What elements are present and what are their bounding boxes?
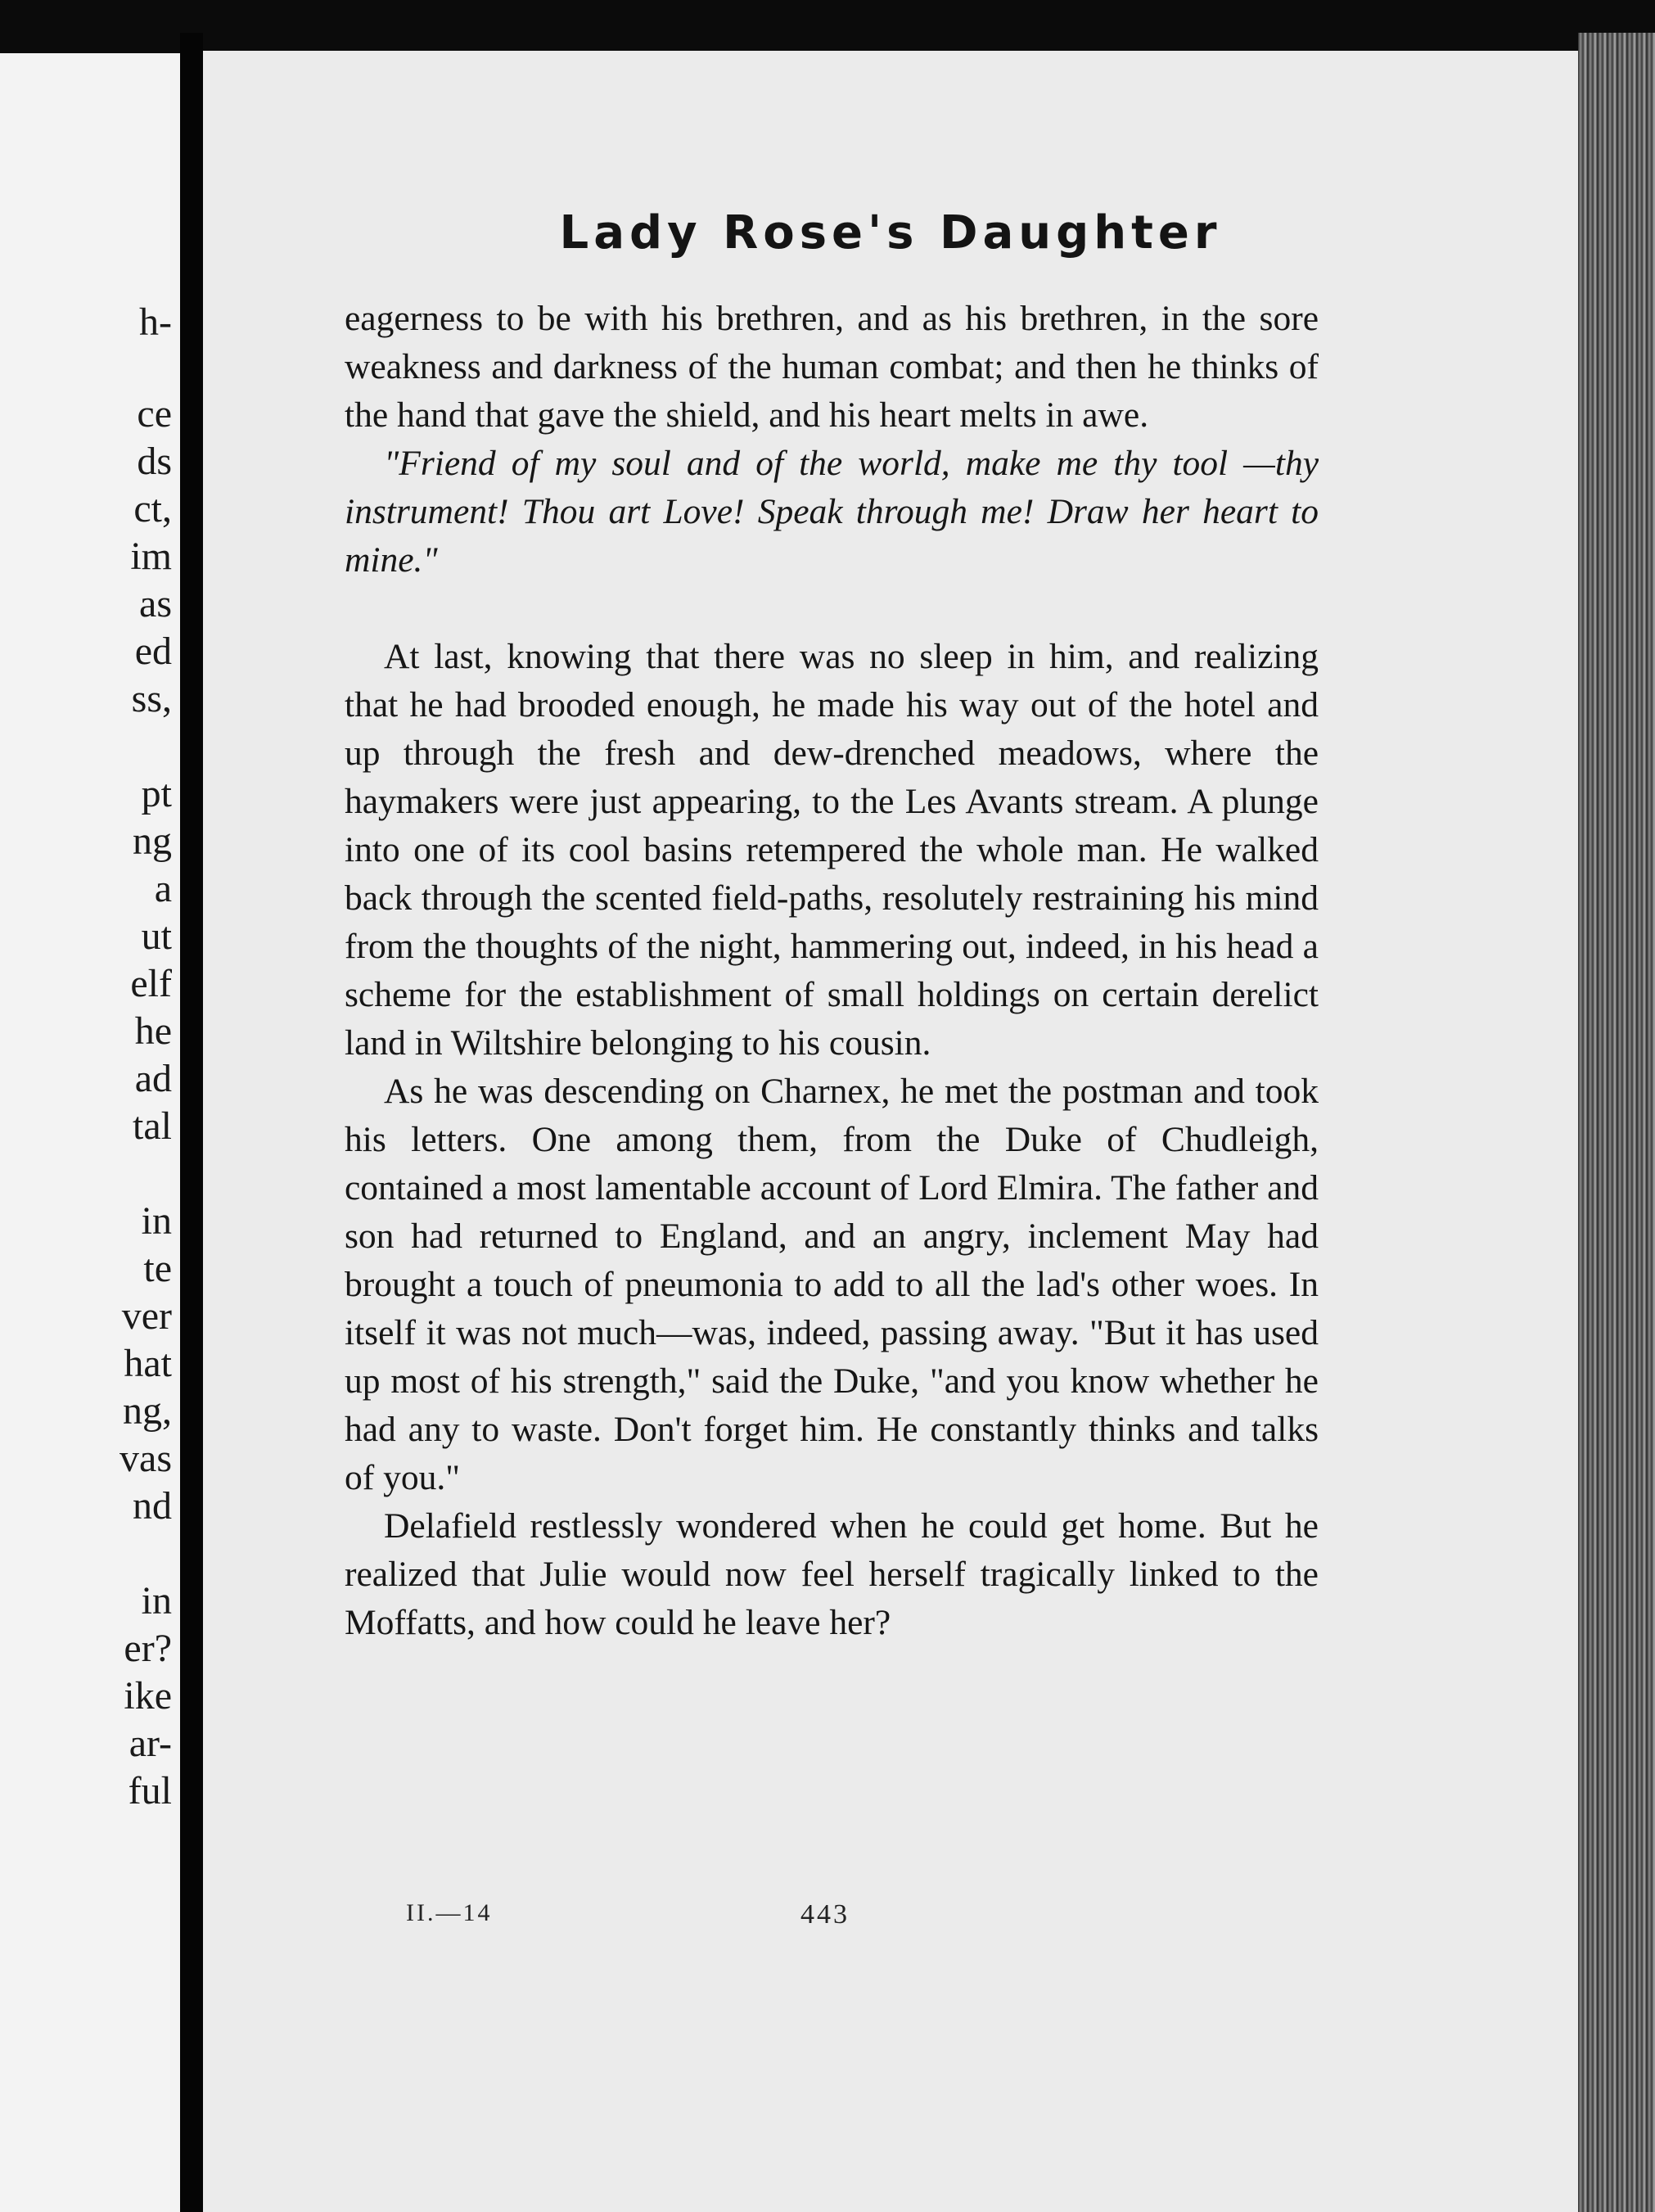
left-fragment: ar- bbox=[129, 1722, 172, 1765]
left-fragment: te bbox=[143, 1247, 172, 1290]
book-gutter bbox=[180, 33, 203, 2212]
paragraph: eagerness to be with his brethren, and as his brethren, in the sore weakness and darkness of the human combat; and then he thinks of the hand that gave the shield, and his heart melts in awe. bbox=[345, 299, 1319, 435]
left-fragment: ng, bbox=[123, 1389, 172, 1433]
left-fragment: tal bbox=[133, 1104, 172, 1148]
left-fragment: h- bbox=[139, 300, 172, 344]
left-fragment: ct, bbox=[133, 487, 172, 530]
page-body bbox=[345, 295, 1319, 1647]
left-fragment: in bbox=[141, 1579, 172, 1623]
left-fragment: ce bbox=[137, 392, 172, 436]
left-fragment: pt bbox=[141, 772, 172, 815]
left-fragment: a bbox=[154, 867, 172, 910]
page-number: 443 bbox=[800, 1899, 850, 1930]
signature-mark: II.—14 bbox=[406, 1899, 493, 1926]
left-fragment: ed bbox=[134, 630, 172, 673]
left-fragment: ss, bbox=[131, 677, 172, 720]
left-fragment: ver bbox=[121, 1294, 172, 1338]
left-fragment: in bbox=[141, 1199, 172, 1243]
previous-page-fragment bbox=[0, 53, 180, 2212]
left-fragment: elf bbox=[130, 962, 172, 1005]
left-fragment: as bbox=[139, 582, 172, 625]
paragraph: At last, knowing that there was no sleep in him, and realizing that he had brooded enough, he made his way out of the hotel and up through the fresh and dew-drenched meadows, where the haymakers were just appearing, to the Les Avants stream. A plunge into one of its cool basins retempered the whole man. He walked back through the scented field-paths, resolutely restraining his mind from the thoughts of the night, hammering out, indeed, in his head a scheme for the establishment of small holdings on certain derelict land in Wiltshire belonging to his cousin. bbox=[345, 637, 1319, 1063]
left-fragment: ike bbox=[124, 1674, 172, 1718]
left-fragment: vas bbox=[120, 1437, 172, 1480]
left-fragment: ut bbox=[141, 914, 172, 958]
left-fragment: er? bbox=[124, 1627, 172, 1670]
page-edge-stack bbox=[1578, 33, 1655, 2212]
book-page bbox=[203, 51, 1578, 2212]
left-fragment: ng bbox=[133, 819, 172, 863]
paragraph: As he was descending on Charnex, he met the postman and took his letters. One among them, from the Duke of Chudleigh, contained a most lamentable account of Lord Elmira. The father and son had returned to England, and an angry, inclement May had brought a touch of pneumonia to add to all the lad's other woes. In itself it was not much—was, indeed, passing away. "But it has used up most of his strength," said the Duke, "and you know whether he had any to waste. Don't forget him. He constantly thinks and talks of you." bbox=[345, 1072, 1319, 1497]
left-fragment: ful bbox=[128, 1769, 172, 1812]
left-fragment: ad bbox=[134, 1057, 172, 1100]
left-fragment: he bbox=[134, 1009, 172, 1053]
italic-prayer-paragraph: "Friend of my soul and of the world, make me thy tool —thy instrument! Thou art Love! Speak through me! Draw her heart to mine." bbox=[345, 444, 1319, 580]
left-fragment: im bbox=[130, 535, 172, 578]
running-head: Lady Rose's Daughter bbox=[559, 206, 1222, 260]
paragraph: Delafield restlessly wondered when he could get home. But he realized that Julie would now feel herself tragically linked to the Moffatts, and how could he leave her? bbox=[345, 1506, 1319, 1642]
left-fragment: nd bbox=[133, 1484, 172, 1528]
left-fragment: ds bbox=[137, 440, 172, 483]
left-fragment: hat bbox=[124, 1342, 172, 1385]
